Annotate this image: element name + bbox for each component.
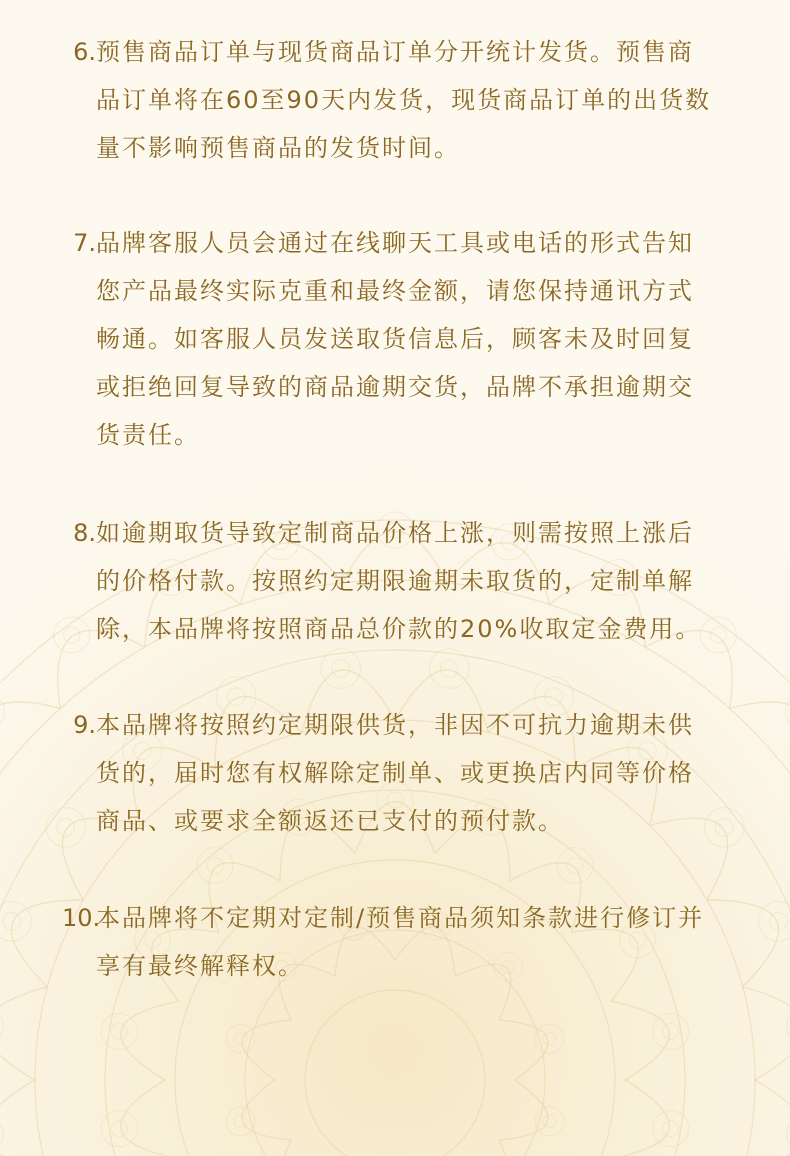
term-number: 10. xyxy=(62,904,101,932)
term-line: 品牌客服人员会通过在线聊天工具或电话的形式告知 xyxy=(96,229,694,257)
term-line: 畅通。如客服人员发送取货信息后，顾客未及时回复 xyxy=(96,325,694,353)
term-number: 6. xyxy=(73,38,96,66)
term-line: 量不影响预售商品的发货时间。 xyxy=(96,134,460,162)
term-line: 货责任。 xyxy=(96,421,200,449)
term-line: 本品牌将不定期对定制/预售商品须知条款进行修订并 xyxy=(96,904,705,932)
term-line: 除，本品牌将按照商品总价款的20%收取定金费用。 xyxy=(96,615,702,643)
term-text xyxy=(96,509,732,653)
term-line: 您产品最终实际克重和最终金额，请您保持通讯方式 xyxy=(96,277,694,305)
term-number: 8. xyxy=(73,519,96,547)
term-number: 9. xyxy=(73,711,96,739)
term-line: 或拒绝回复导致的商品逾期交货，品牌不承担逾期交 xyxy=(96,373,694,401)
term-line: 如逾期取货导致定制商品价格上涨，则需按照上涨后 xyxy=(96,519,694,547)
term-text xyxy=(96,28,732,172)
term-line: 品订单将在60至90天内发货，现货商品订单的出货数 xyxy=(96,86,712,114)
term-number: 7. xyxy=(73,229,96,257)
term-line: 货的，届时您有权解除定制单、或更换店内同等价格 xyxy=(96,759,694,787)
term-text xyxy=(96,219,732,459)
term-line: 预售商品订单与现货商品订单分开统计发货。预售商 xyxy=(96,38,694,66)
term-line: 商品、或要求全额返还已支付的预付款。 xyxy=(96,807,564,835)
term-text xyxy=(96,701,732,845)
term-line: 享有最终解释权。 xyxy=(96,952,304,980)
term-text xyxy=(96,894,732,990)
term-line: 本品牌将按照约定期限供货，非因不可抗力逾期未供 xyxy=(96,711,694,739)
term-line: 的价格付款。按照约定期限逾期未取货的，定制单解 xyxy=(96,567,694,595)
